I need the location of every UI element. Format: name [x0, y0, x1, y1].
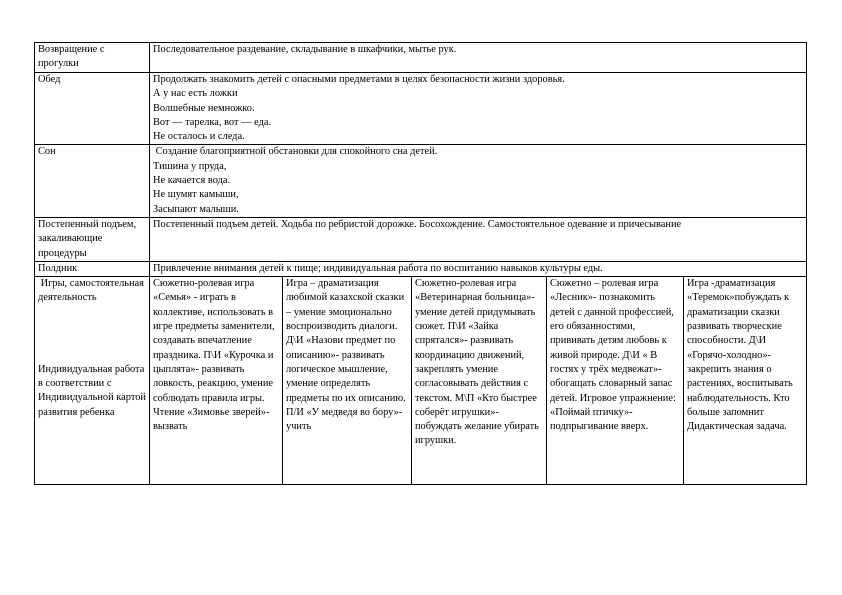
label-text: Постепенный подъем, закаливающие процедуры: [38, 218, 137, 259]
activity-text: Сюжетно – ролевая игра «Лесник»- познакомить детей с данной профессией, его обязанностями, прививать детям любовь к живой природе. Д\И « В гостях у трёх медвежат»- обогащать словарный запас детей. Игровое упражнение: «Поймай птичку»- подпрыгивание вверх.: [550, 278, 676, 433]
row-wake-up: [35, 217, 807, 261]
activity-column-2: [283, 277, 412, 485]
row-label: [35, 261, 150, 276]
row-label: [35, 217, 150, 261]
poem-line: Засыпают малыши.: [153, 203, 239, 215]
label-text: Обед: [38, 74, 61, 85]
row-lunch: [35, 73, 807, 145]
row-content: [150, 73, 807, 145]
activity-text: Сюжетно-ролевая игра «Семья» - играть в коллективе, использовать в игре предметы заменители, создавать впечатление праздника. П\И «Курочка и цыплята»- развивать ловкость, реакцию, умение соблюдать правила игры. Чтение «Зимовье зверей»- вызвать: [153, 278, 275, 433]
row-activities: [35, 277, 807, 485]
activity-text: Сюжетно-ролевая игра «Ветеринарная больница»- умение детей придумывать сюжет. П\И «Зайка спрятался»- развивать координацию движений, закреплять умение согласовывать действия с текстом. М\П «Кто быстрее соберёт игрушки»- побуждать желание убирать игрушки.: [415, 278, 539, 447]
content-line: Постепенный подъем детей. Ходьба по ребристой дорожке. Босохождение. Самостоятельное одевание и причесывание: [153, 218, 682, 230]
row-label: [35, 145, 150, 217]
row-snack: [35, 261, 807, 276]
poem-line: Вот — тарелка, вот — еда.: [153, 116, 272, 128]
content-line: Последовательное раздевание, складывание в шкафчики, мытье рук.: [153, 44, 457, 55]
poem-line: Не шумят камыши,: [153, 189, 239, 201]
row-content: [150, 217, 807, 261]
poem-line: Тишина у пруда,: [153, 160, 227, 172]
row-return-from-walk: [35, 43, 807, 73]
activity-text: Игра -драматизация «Теремок»побуждать к драматизации сказки развивать творческие способности. Д\И «Горячо-холодно»- закрепить знания о растениях, воспитывать наблюдательность. Кто больше запомнит Дидактическая задача.: [687, 278, 793, 433]
activity-column-4: [547, 277, 684, 485]
poem-line: Не осталось и следа.: [153, 131, 245, 143]
label-text: Возвращение с прогулки: [38, 44, 105, 70]
row-label: [35, 73, 150, 145]
row-content: [150, 43, 807, 73]
row-label: [35, 277, 150, 485]
activity-column-5: [684, 277, 807, 485]
content-line: Продолжать знакомить детей с опасными предметами в целях безопасности жизни здоровья.: [153, 74, 565, 85]
activity-column-1: [150, 277, 283, 485]
label-text: Сон: [38, 146, 56, 158]
content-line: Привлечение внимания детей к пище; индивидуальная работа по воспитанию навыков культуры еды.: [153, 262, 603, 274]
activity-text: Игра – драматизация любимой казахской сказки – умение эмоционально воспроизводить диалоги. Д\И «Назови предмет по описанию»- развивать логическое мышление, умение определять предметы по их описанию. П/И «У медведя во бору»- учить: [286, 278, 406, 433]
content-line: Создание благоприятной обстановки для спокойного сна детей.: [153, 146, 438, 158]
row-content: [150, 261, 807, 276]
poem-line: Не качается вода.: [153, 175, 231, 187]
schedule-table: [34, 42, 807, 485]
row-content: [150, 145, 807, 217]
row-sleep: [35, 145, 807, 217]
label-text: Полдник: [38, 262, 78, 274]
poem-line: А у нас есть ложки: [153, 88, 238, 100]
poem-line: Волшебные немножко.: [153, 102, 255, 114]
row-label: [35, 43, 150, 73]
label-games: Игры, самостоятельная деятельность: [38, 278, 147, 304]
label-individual-work: Индивидуальная работа в соответствии с Индивидуальной картой развития ребенка: [38, 363, 146, 418]
activity-column-3: [412, 277, 547, 485]
